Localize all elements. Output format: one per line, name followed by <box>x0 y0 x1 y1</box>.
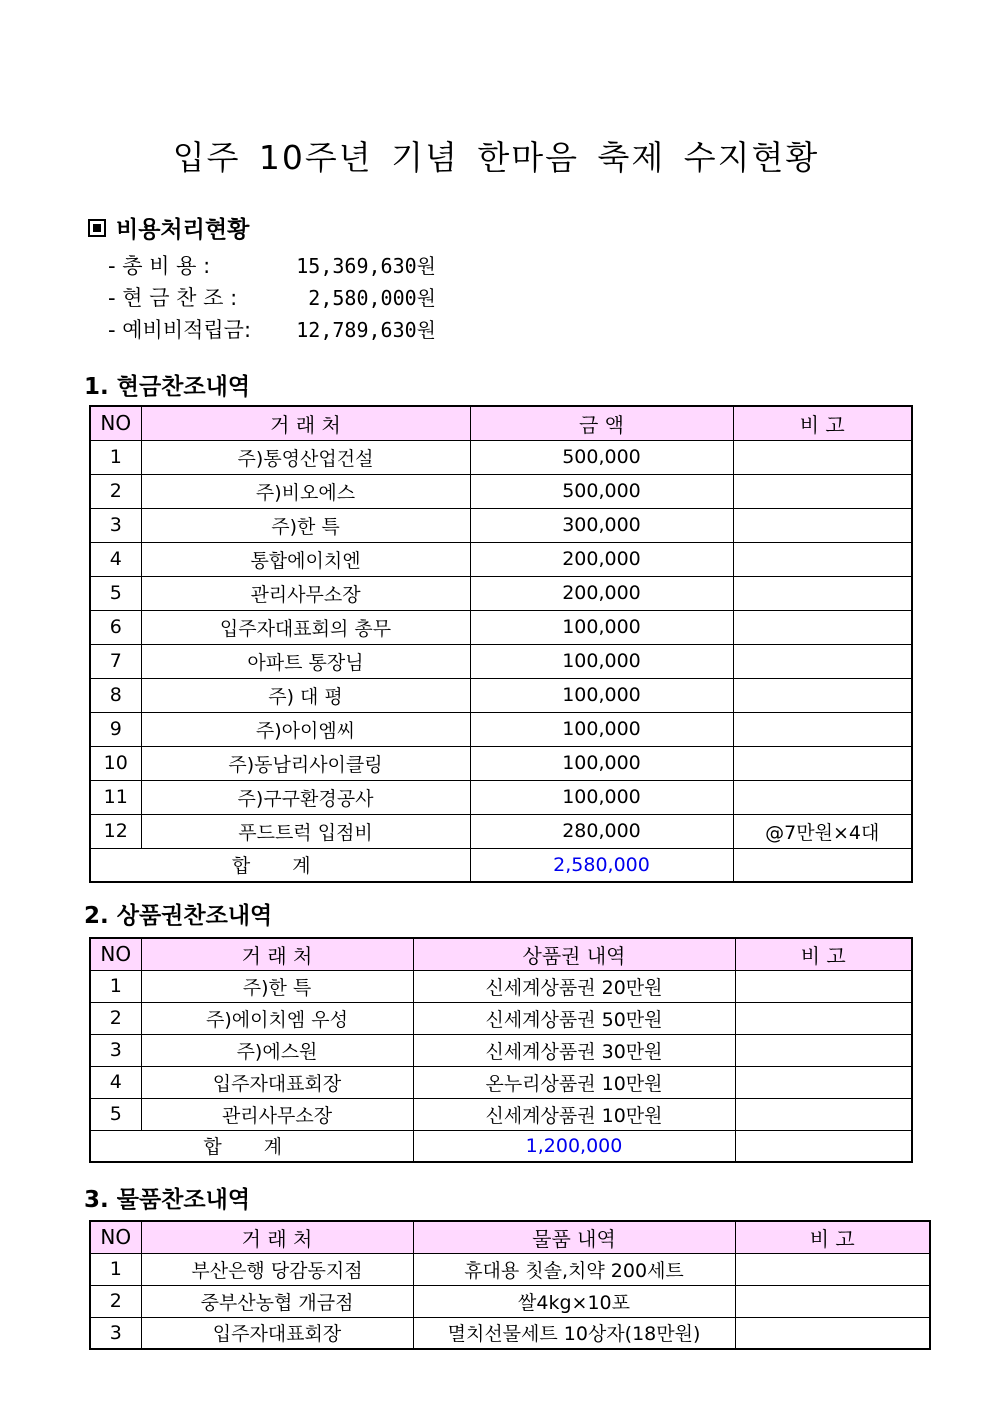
cell-no: 10 <box>90 746 141 780</box>
cell-no: 3 <box>90 508 141 542</box>
summary-row-cash <box>108 282 436 312</box>
cell-amount: 500,000 <box>470 474 733 508</box>
cell-note <box>733 542 912 576</box>
cell-amount: 100,000 <box>470 746 733 780</box>
summary-heading <box>88 211 249 244</box>
cell-name: 주)통영산업건설 <box>141 440 470 474</box>
table-row <box>90 746 912 780</box>
cell-no: 6 <box>90 610 141 644</box>
table-header-row <box>90 938 912 970</box>
total-label: 합 계 <box>90 1130 413 1162</box>
table-row <box>90 1317 930 1349</box>
total-value: 2,580,000 <box>470 848 733 882</box>
table-row <box>90 1034 912 1066</box>
header-vendor: 거 래 처 <box>141 1221 413 1253</box>
header-vendor: 거 래 처 <box>141 938 413 970</box>
cell-amount: 280,000 <box>470 814 733 848</box>
page-title: 입주 10주년 기념 한마음 축제 수지현황 <box>172 138 820 177</box>
cell-no: 5 <box>90 1098 141 1130</box>
cell-note <box>735 1034 912 1066</box>
cell-item: 온누리상품권 10만원 <box>413 1066 735 1098</box>
cell-name: 주)에스원 <box>141 1034 413 1066</box>
summary-value: 2,580,000원 <box>308 286 436 310</box>
table-header-row <box>90 406 912 440</box>
table-row <box>90 1253 930 1285</box>
cell-name: 관리사무소장 <box>141 576 470 610</box>
table-total-row <box>90 848 912 882</box>
cash-donation-table <box>89 405 913 883</box>
cell-name: 푸드트럭 입점비 <box>141 814 470 848</box>
summary-value: 15,369,630원 <box>296 254 436 278</box>
header-note: 비 고 <box>735 1221 930 1253</box>
header-item: 물품 내역 <box>413 1221 735 1253</box>
cell-no: 7 <box>90 644 141 678</box>
table-row <box>90 780 912 814</box>
cell-note: @7만원×4대 <box>733 814 912 848</box>
cell-name: 중부산농협 개금점 <box>141 1285 413 1317</box>
table-row <box>90 1098 912 1130</box>
cell-item: 신세계상품권 50만원 <box>413 1002 735 1034</box>
cell-name: 주)아이엠씨 <box>141 712 470 746</box>
cell-name: 입주자대표회의 총무 <box>141 610 470 644</box>
cell-amount: 100,000 <box>470 712 733 746</box>
cell-name: 주) 대 평 <box>141 678 470 712</box>
cell-no: 3 <box>90 1317 141 1349</box>
cell-name: 주)구구환경공사 <box>141 780 470 814</box>
cell-amount: 300,000 <box>470 508 733 542</box>
cell-note <box>735 1285 930 1317</box>
table-row <box>90 610 912 644</box>
table-row <box>90 508 912 542</box>
header-no: NO <box>90 938 141 970</box>
header-note: 비 고 <box>735 938 912 970</box>
cell-note <box>735 1066 912 1098</box>
table-row <box>90 440 912 474</box>
table-row <box>90 712 912 746</box>
section3-title: 3. 물품찬조내역 <box>84 1187 251 1213</box>
table-row <box>90 576 912 610</box>
cell-no: 5 <box>90 576 141 610</box>
cell-no: 9 <box>90 712 141 746</box>
cell-note <box>733 780 912 814</box>
cell-note <box>733 712 912 746</box>
cell-no: 11 <box>90 780 141 814</box>
table-row <box>90 1002 912 1034</box>
cell-item: 신세계상품권 20만원 <box>413 970 735 1002</box>
square-bullet-icon <box>88 219 106 237</box>
header-vendor: 거 래 처 <box>141 406 470 440</box>
cell-amount: 100,000 <box>470 644 733 678</box>
cell-note <box>735 1253 930 1285</box>
summary-heading-text: 비용처리현황 <box>116 217 250 243</box>
summary-value: 12,789,630원 <box>296 318 436 342</box>
cell-name: 관리사무소장 <box>141 1098 413 1130</box>
cell-name: 주)비오에스 <box>141 474 470 508</box>
cell-note <box>735 1317 930 1349</box>
total-note <box>735 1130 912 1162</box>
cell-note <box>733 440 912 474</box>
section2-title: 2. 상품권찬조내역 <box>84 903 273 929</box>
table-row <box>90 1066 912 1098</box>
table-row <box>90 678 912 712</box>
cell-note <box>733 474 912 508</box>
summary-row-reserve <box>108 314 436 344</box>
table-row <box>90 1285 930 1317</box>
summary-label: - 예비비적립금: <box>108 318 252 342</box>
cell-name: 아파트 통장님 <box>141 644 470 678</box>
section1-title: 1. 현금찬조내역 <box>84 374 251 400</box>
table-row <box>90 542 912 576</box>
cell-note <box>733 678 912 712</box>
summary-row-total-cost <box>108 250 436 280</box>
cell-no: 2 <box>90 1002 141 1034</box>
cell-item: 쌀4kg×10포 <box>413 1285 735 1317</box>
table-row <box>90 814 912 848</box>
cell-no: 1 <box>90 970 141 1002</box>
total-label: 합 계 <box>90 848 470 882</box>
table-row <box>90 970 912 1002</box>
cell-note <box>733 644 912 678</box>
cell-no: 2 <box>90 1285 141 1317</box>
cell-item: 멸치선물세트 10상자(18만원) <box>413 1317 735 1349</box>
cell-note <box>735 970 912 1002</box>
header-amount: 금 액 <box>470 406 733 440</box>
cell-name: 주)동남리사이클링 <box>141 746 470 780</box>
cell-amount: 100,000 <box>470 678 733 712</box>
table-total-row <box>90 1130 912 1162</box>
header-item: 상품권 내역 <box>413 938 735 970</box>
cell-amount: 200,000 <box>470 542 733 576</box>
table-row <box>90 474 912 508</box>
cell-note <box>735 1002 912 1034</box>
cell-name: 통합에이치엔 <box>141 542 470 576</box>
header-note: 비 고 <box>733 406 912 440</box>
cell-no: 4 <box>90 1066 141 1098</box>
cell-name: 입주자대표회장 <box>141 1066 413 1098</box>
cell-note <box>733 746 912 780</box>
cell-no: 8 <box>90 678 141 712</box>
cell-no: 1 <box>90 1253 141 1285</box>
header-no: NO <box>90 1221 141 1253</box>
cell-no: 4 <box>90 542 141 576</box>
total-value: 1,200,000 <box>413 1130 735 1162</box>
cell-item: 신세계상품권 10만원 <box>413 1098 735 1130</box>
cell-no: 1 <box>90 440 141 474</box>
cell-name: 주)에이치엠 우성 <box>141 1002 413 1034</box>
cell-item: 휴대용 칫솔,치약 200세트 <box>413 1253 735 1285</box>
table-row <box>90 644 912 678</box>
cell-note <box>733 508 912 542</box>
cell-no: 2 <box>90 474 141 508</box>
cell-amount: 500,000 <box>470 440 733 474</box>
cell-name: 부산은행 당감동지점 <box>141 1253 413 1285</box>
cell-no: 12 <box>90 814 141 848</box>
cell-no: 3 <box>90 1034 141 1066</box>
summary-label: - 현 금 찬 조 : <box>108 286 238 310</box>
cell-item: 신세계상품권 30만원 <box>413 1034 735 1066</box>
cell-name: 주)한 특 <box>141 508 470 542</box>
cell-note <box>733 576 912 610</box>
cell-amount: 100,000 <box>470 780 733 814</box>
total-note <box>733 848 912 882</box>
cell-note <box>733 610 912 644</box>
summary-label: - 총 비 용 : <box>108 254 211 278</box>
cell-name: 주)한 특 <box>141 970 413 1002</box>
cell-note <box>735 1098 912 1130</box>
gift-certificate-table <box>89 937 913 1163</box>
cell-name: 입주자대표회장 <box>141 1317 413 1349</box>
table-header-row <box>90 1221 930 1253</box>
cell-amount: 200,000 <box>470 576 733 610</box>
header-no: NO <box>90 406 141 440</box>
cell-amount: 100,000 <box>470 610 733 644</box>
goods-donation-table <box>89 1220 931 1350</box>
